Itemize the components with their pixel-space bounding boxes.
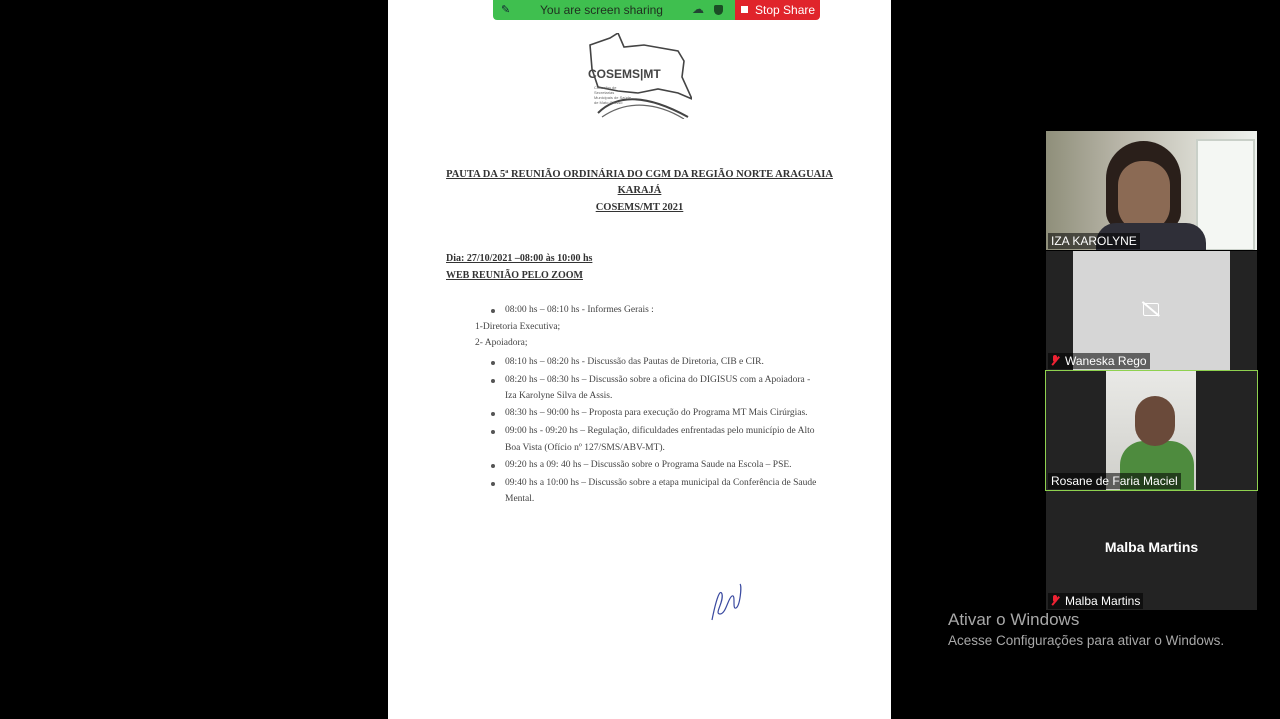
stop-share-label: Stop Share — [755, 3, 816, 17]
mic-muted-icon — [1051, 595, 1060, 606]
meeting-type: WEB REUNIÃO PELO ZOOM — [446, 270, 583, 281]
agenda-item: 08:20 hs – 08:30 hs – Discussão sobre a oficina do DIGISUS com a Apoiadora - — [505, 375, 811, 385]
signature-icon — [706, 580, 746, 626]
participant-display-name: Malba Martins — [1104, 539, 1199, 555]
participant-name: Rosane de Faria Maciel — [1048, 473, 1181, 489]
document-title-line1: PAUTA DA 5ª REUNIÃO ORDINÁRIA DO CGM DA REGIÃO NORTE ARAGUAIA — [446, 169, 833, 180]
agenda-item: 09:20 hs a 09: 40 hs – Discussão sobre o Programa Saude na Escola – PSE. — [505, 460, 792, 470]
stop-share-button[interactable] — [735, 0, 820, 20]
windows-activation-subtitle: Acesse Configurações para ativar o Windows. — [948, 633, 1225, 648]
agenda-item-continuation: Iza Karolyne Silva de Assis. — [505, 391, 613, 401]
stop-icon — [741, 6, 748, 13]
document-title-line2: KARAJÁ — [617, 185, 662, 196]
agenda-item-continuation: Boa Vista (Ofício nº 127/SMS/ABV-MT). — [505, 443, 665, 453]
agenda-item: 09:00 hs - 09:20 hs – Regulação, dificuldades enfrentadas pelo município de Alto — [505, 426, 815, 436]
camera-off-icon — [1143, 303, 1159, 316]
agenda-item: 09:40 hs a 10:00 hs – Discussão sobre a etapa municipal da Conferência de Saude — [505, 478, 817, 488]
mic-muted-icon — [1051, 355, 1060, 366]
agenda-subitem: 1-Diretoria Executiva; — [475, 322, 561, 332]
meeting-date: Dia: 27/10/2021 –08:00 às 10:00 hs — [446, 253, 593, 264]
document-title-line3: COSEMS/MT 2021 — [595, 202, 684, 213]
participant-tile[interactable] — [1046, 131, 1257, 250]
agenda-item: 08:30 hs – 90:00 hs – Proposta para execução do Programa MT Mais Cirúrgias. — [505, 408, 808, 418]
participant-name: IZA KAROLYNE — [1048, 233, 1140, 249]
windows-activation-title: Ativar o Windows — [948, 610, 1080, 629]
screen-sharing-bar[interactable] — [493, 0, 735, 20]
screen-sharing-status: You are screen sharing — [540, 3, 663, 17]
logo-subtitle: Conselho de Secretarias Municipais de Saúde de Mato Grosso — [594, 85, 632, 105]
participant-tile[interactable] — [1046, 251, 1257, 370]
agenda-subitem: 2- Apoiadora; — [475, 338, 528, 348]
participant-name: Waneska Rego — [1048, 353, 1150, 369]
participant-tile[interactable] — [1046, 491, 1257, 610]
logo-text: COSEMS|MT — [588, 67, 661, 81]
cosems-logo — [588, 33, 692, 119]
shield-icon[interactable] — [714, 5, 723, 15]
cloud-icon[interactable]: ☁ — [692, 2, 704, 16]
agenda-item: 08:00 hs – 08:10 hs - Informes Gerais : — [505, 305, 654, 315]
participant-tile-active-speaker[interactable] — [1046, 371, 1257, 490]
shared-document — [388, 0, 891, 719]
agenda-item-continuation: Mental. — [505, 494, 535, 504]
participant-name: Malba Martins — [1048, 593, 1143, 609]
annotate-icon[interactable]: ✎ — [501, 4, 511, 16]
agenda-item: 08:10 hs – 08:20 hs - Discussão das Pautas de Diretoria, CIB e CIR. — [505, 357, 764, 367]
